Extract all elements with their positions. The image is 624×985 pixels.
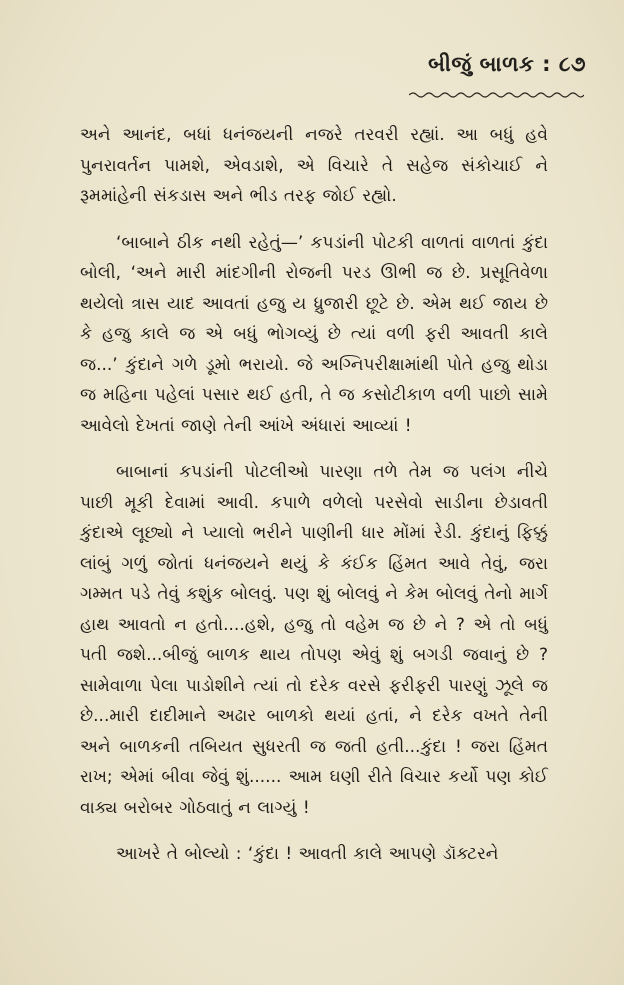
running-header: બીજું બાળક : ૮૭ — [428, 52, 586, 76]
paragraph-dhananjay-thoughts: બાબાનાં કપડાંની પોટલીઓ પારણા તળે તેમ જ પલંગ નીચે પાછી મૂકી દેવામાં આવી. કપાળે વળેલો પરસેવો સાડીના છેડાવતી કુંદાએ લૂછ્યો ને પ્યાલો ભરીને પાણીની ધાર મોંમાં રેડી. કુંદાનું ફિક્કું લાંબું ગળું જોતાં ધનંજયને થયું કે કંઈક હિંમત આવે તેવું, જરા ગમ્મત પડે તેવું કશુંક બોલવું. પણ શું બોલવું ને કેમ બોલવું તેનો માર્ગ હાથ આવતો ન હતો....હશે, હજુ તો વહેમ જ છે ને ? એ તો બધું પતી જશે...બીજું બાળક થાય તોપણ એવું શું બગડી જવાનું છે ? સામેવાળા પેલા પાડોશીને ત્યાં તો દરેક વરસે ફરીફરી પારણું ઝૂલે જ છે...મારી દાદીમાને અઢાર બાળકો થયાં હતાં, ને દરેક વખતે તેની અને બાળકની તબિયત સુધરતી જ જતી હતી...કુંદા ! જરા હિંમત રાખ; એમાં બીવા જેવું શું...... આમ ઘણી રીતે વિચાર કર્યો પણ કોઈ વાક્ય બરોબર ગોઠવાતું ન લાગ્યું ! — [80, 462, 548, 818]
paragraph-continuation: અને આનંદ, બધાં ધનંજયની નજરે તરવરી રહ્યાં. આ બધું હવે પુનરાવર્તન પામશે, એવડાશે, એ વિચારે તે સહેજ સંકોચાઈ ને રૂમમાંહેની સંકડાસ અને ભીડ તરફ જોઈ રહ્યો. — [80, 125, 548, 206]
body-text — [80, 120, 548, 870]
paragraph-final-line: આખરે તે બોલ્યો : ‘કુંદા ! આવતી કાલે આપણે ડૉક્ટરને — [116, 844, 499, 864]
header-wavy-rule — [409, 90, 584, 100]
paragraph-kunda-dialogue: ‘બાબાને ઠીક નથી રહેતું—’ કપડાંની પોટકી વાળતાં વાળતાં કુંદા બોલી, ‘અને મારી માંદગીની રોજની પરડ ઊભી જ છે. પ્રસૂતિવેળા થયેલો ત્રાસ યાદ આવતાં હજુ ય ધ્રુજારી છૂટે છે. એમ થઈ જાય છે કે હજુ કાલે જ એ બધું ભોગવ્યું છે ત્યાં વળી ફરી આવતી કાલે જ...’ કુંદાને ગળે ડૂમો ભરાયો. જે અગ્નિપરીક્ષામાંથી પોતે હજુ થોડા જ મહિના પહેલાં પસાર થઈ હતી, તે જ કસોટીકાળ વળી પાછો સામે આવેલો દેખતાં જાણે તેની આંખે અંધારાં આવ્યાં ! — [80, 232, 548, 436]
